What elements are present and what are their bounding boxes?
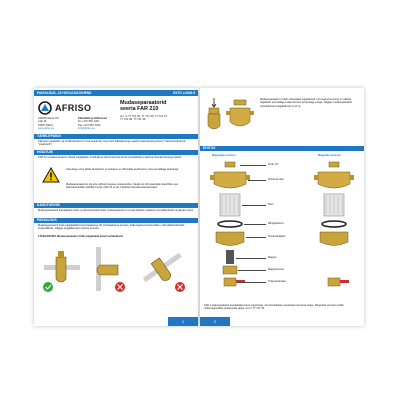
column-label-magnet: Magnetiga versioon — [212, 154, 236, 157]
article-line-2: 77 721 38, 77 721 39 — [120, 118, 146, 122]
section-ehitus: EHITUS — [200, 146, 364, 151]
contact-line: Tel +372 681 1201 — [78, 120, 100, 124]
paigaldus-note: TÄHELEPANU! Mudaseparaatori tohib paigaldada ainult vertikaalselt. — [38, 235, 124, 238]
part-label: Korki 1/2" — [268, 163, 279, 166]
part-cap — [225, 162, 235, 167]
check-mark-icon — [43, 282, 53, 292]
construction-footer-text: FAR mudaseparaatori kasutatakse koos magnetiga, mis kinnitatakse separaatori korpuse külge. Magnetita versioon sobib mittemagnetiliste süsteemide jaoks. Art.nr 77 721 36. — [204, 304, 344, 311]
parts-column-magnet — [208, 160, 252, 300]
tahelepanu-text: Käesolev paigaldus- ja hooldusjuhend on osa seadmest ning tuleb säilitada kogu seadme kasutusaja jooksul ("Vastavussõnad ja "Lisadoteb") — [38, 140, 186, 147]
warning-text-2: Mudaseparaatori ei ole ette nähtud joogivee süsteemides. Seadet ei tohi kasutada tuleohtlike ega plahvatusohtlike vedelike korral. FAR 21 ei ole mõeldud püsivaks kasutamiseks. — [66, 183, 178, 190]
installation-diagrams — [40, 243, 192, 295]
kasutusviis-text: Mudaseparaatorit kasutatakse kütte- ja jahutussüsteemides mudaosakeste ja muude tahkete osakeste eemaldamiseks ringlevast veest. — [38, 209, 194, 212]
page-header — [34, 90, 198, 96]
article-numbers — [120, 115, 196, 122]
company-contacts — [78, 117, 118, 131]
part-label: Magnetti pesa — [268, 268, 284, 271]
document-title — [120, 100, 196, 112]
company-line: AFRISO Eesti OÜ — [38, 117, 59, 120]
company-line: www.afriso.ee — [38, 127, 55, 131]
company-address — [38, 117, 78, 131]
part-drain-valve — [224, 278, 236, 286]
header-left-text: PAIGALDUS- JA HOOLDUSJUHEND — [37, 91, 92, 95]
part-housing — [214, 172, 246, 188]
section-hoiatus: HOIATUS! — [34, 150, 198, 155]
part-label: Kinnitusmutter — [268, 178, 284, 181]
header-right-text: EST/1 v.2040.5 — [173, 91, 195, 95]
paigaldus-text: Mudaseparaatorit tuleb paigaldada horisontaalsesse või vertikaalsesse torusse, katla tagasivoolutorustikku, võimalikult lähedale soojusallikale. Jälgige paigaldamisel vooluse suunda. — [38, 224, 185, 231]
hoiatus-text: FAR 21 mudaseparaatori võivad paigaldada, hooldada ja demonteerida ainult spetsialistid ja vastava ettevalmistusega isikud. — [38, 156, 182, 159]
part-oring — [218, 221, 242, 227]
installation-wrong-figure-1 — [96, 247, 125, 292]
company-line: Laki 30 — [38, 120, 47, 124]
installation-correct-figure — [43, 251, 80, 292]
part-label: Tühjenduskraan — [268, 280, 286, 283]
section-tahelepanu: TÄHELEPANU! — [34, 134, 198, 139]
page-number-2: 2 — [200, 317, 230, 326]
contact-line: info@afriso.ee — [78, 127, 95, 131]
contact-line: Fax +372 681 1203 — [78, 123, 101, 127]
part-label: Magnet — [268, 256, 277, 259]
warning-text-1: Veenduge enne tööde alustamist, et süsteem on rõhuvaba ja jahtunud, ning eemaldage toitepinge. — [66, 168, 180, 171]
brand-name: AFRISO — [55, 103, 92, 113]
arrow-down-icon — [212, 98, 216, 107]
afriso-logo — [38, 101, 96, 115]
installation-wrong-figure-2 — [143, 253, 185, 292]
part-magnet — [226, 250, 234, 264]
warning-icon — [42, 167, 60, 183]
column-label-no-magnet: Magnetita versioon — [318, 154, 341, 157]
separator-exploded-figure — [204, 94, 258, 134]
parts-column-no-magnet — [312, 160, 356, 300]
section-kasutusviis: KASUTUSVIIS — [34, 203, 198, 208]
article-line-1: Art. nr 77 721 35, 77 721 36, 77 721 37, — [120, 115, 168, 118]
part-label: Kinnitusadapter — [268, 235, 286, 238]
part-magnet-socket — [223, 266, 237, 274]
contact-line: Kliendiabi ja tellimused — [78, 117, 107, 120]
title-line-1: Mudaseparaatorid — [120, 100, 167, 106]
manual-page-2 — [200, 88, 364, 326]
company-line: 10621 Tallinn — [38, 123, 54, 127]
afriso-logo-icon — [38, 101, 54, 115]
part-label: Filter — [268, 203, 274, 206]
page-number-1: 1 — [168, 317, 198, 326]
section-paigaldus: PAIGALDUS — [34, 218, 198, 223]
part-adapter — [216, 232, 244, 246]
intro-text: Mudaseparaatori 4 tuleb puhastada regulaarselt, kui kogunenud sete on nähtav. Vajadusel eemaldage kraani korpus ja loputage veega. Jälgige mudaseparaatori nõuetekohast paigaldamist (vt pt 4). — [260, 98, 353, 108]
part-label: Rõngastihend — [268, 222, 284, 225]
manual-page-1 — [34, 88, 198, 326]
title-line-2: seeria FAR 210 — [120, 106, 159, 112]
